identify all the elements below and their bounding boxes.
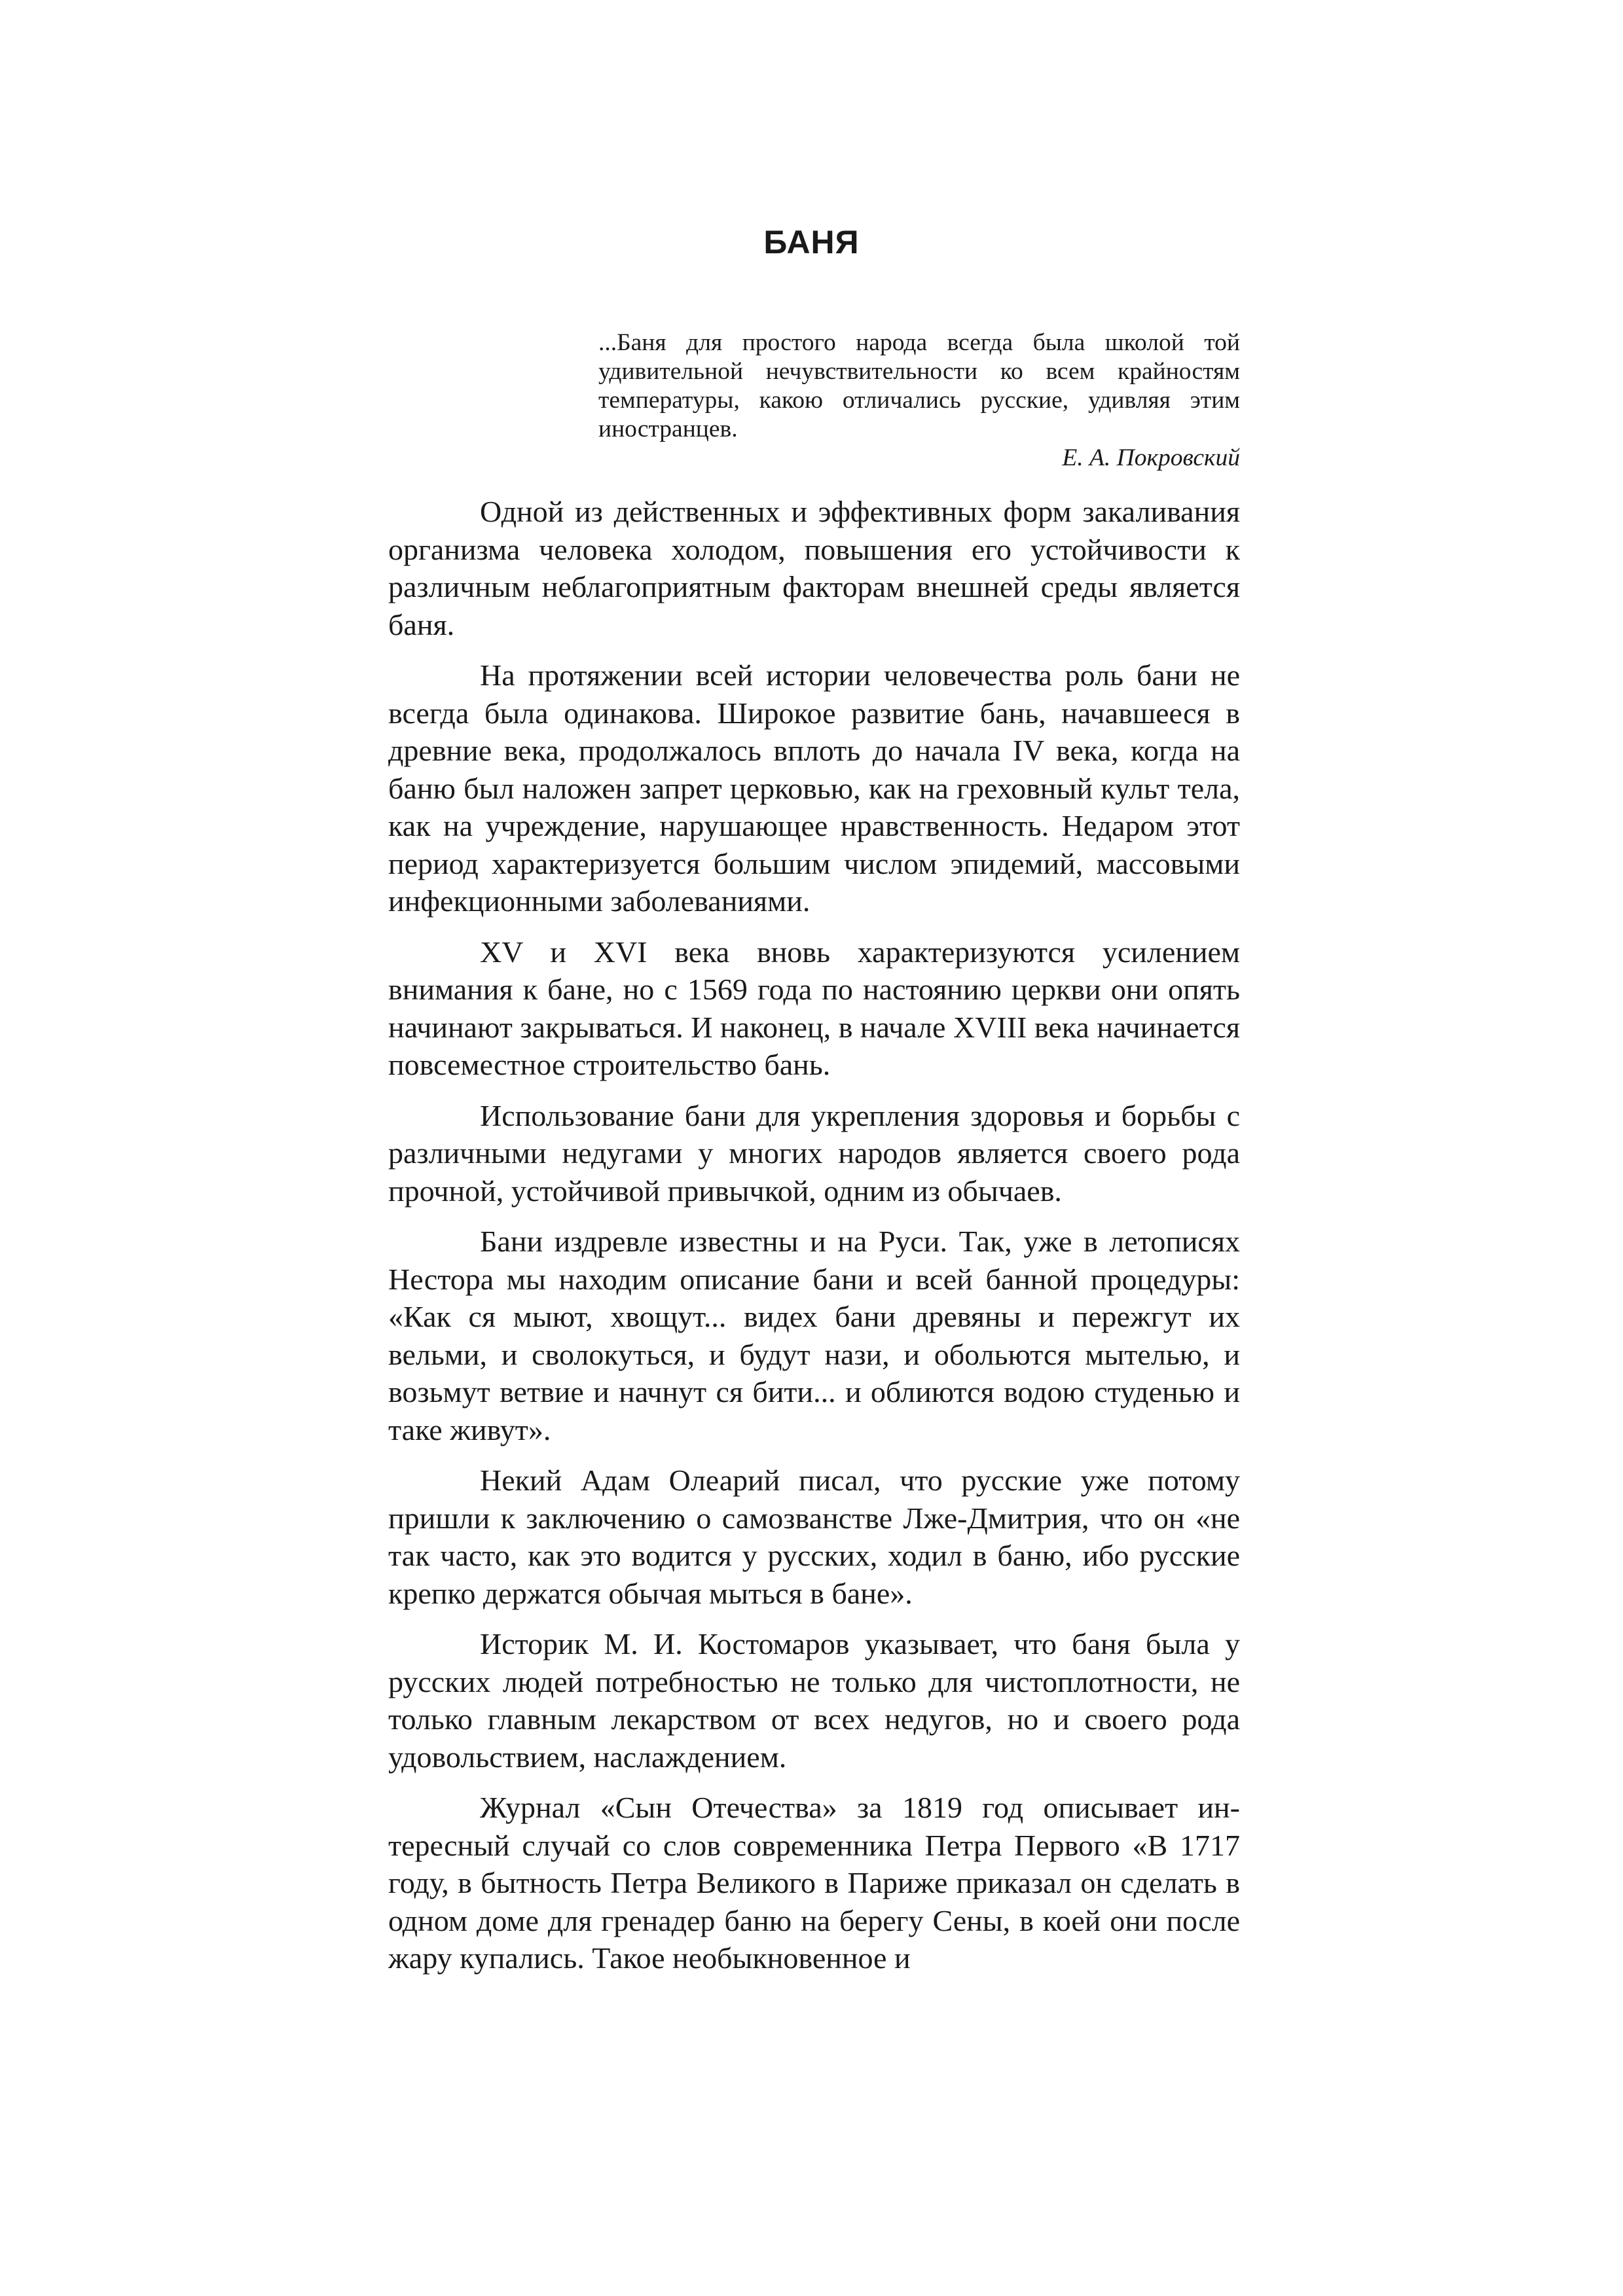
paragraph: Одной из действенных и эффективных форм закаливания организма человека холодом, повышения его устойчивости к различным неблагоприятным факторам внешней среды является баня. bbox=[388, 495, 1240, 641]
paragraph: На протяжении всей истории человечества роль бани не всегда была одинакова. Широкое развитие бань, начавшееся в древние века, продолжалось вплоть до начала IV века, когда на баню был наложен запрет церковью, как на греховный культ тела, как на учреждение, нарушающее нравственность. Недаром этот период характеризуется большим числом эпидемий, массовыми инфекционными заболеваниями. bbox=[388, 658, 1240, 918]
paragraph: Бани издревле известны и на Руси. Так, уже в летописях Нестора мы находим описание бани и всей банной процедуры: «Как ся мыют, хвощут... видех бани древяны и пережгут их вельми, и сволокуться, и будут нази, и обольются мытелью, и возьмут ветвие и начнут ся бити... и облиются водою студенью и таке живут». bbox=[388, 1225, 1240, 1446]
body-text bbox=[388, 493, 1240, 1990]
paragraph: XV и XVI века вновь характеризуются усилением внимания к бане, но с 1569 года по настоянию церкви они опять начинают закрываться. И наконец, в начале XVIII века начинается повсеместное строительство бань. bbox=[388, 935, 1240, 1081]
epigraph bbox=[598, 329, 1240, 473]
epigraph-author: Е. А. Покровский bbox=[1062, 444, 1240, 471]
epigraph-text: ...Баня для простого народа всегда была школой той удивительной нечувствительности ко всем крайностям температуры, какою отличались русские, удивляя этим иностранцев. bbox=[598, 329, 1240, 442]
paragraph: Использование бани для укрепления здоровья и борьбы с различными недугами у многих народов является своего рода прочной, устойчивой привычкой, одним из обычаев. bbox=[388, 1098, 1240, 1208]
page-title: БАНЯ bbox=[763, 224, 860, 260]
paragraph: Историк М. И. Костомаров указывает, что баня была у русских людей потребностью не только для чистоплотности, не только главным лекарством от всех недугов, но и своего рода удовольствием, наслаждением. bbox=[388, 1627, 1240, 1774]
paragraph: Некий Адам Олеарий писал, что русские уже потому пришли к заключению о самозванстве Лже-Дмитрия, что он «не так часто, как это водится у русских, ходил в баню, ибо русские крепко держатся обычая мыться в бане». bbox=[388, 1463, 1240, 1610]
paragraph: Журнал «Сын Отечества» за 1819 год описывает интересный случай со слов современника Петра Первого «В 1717 году, в бытность Петра Великого в Париже приказал он сделать в одном доме для гренадер баню на берегу Сены, в коей они после жару купались. Такое необыкновенное и bbox=[388, 1791, 1240, 1975]
